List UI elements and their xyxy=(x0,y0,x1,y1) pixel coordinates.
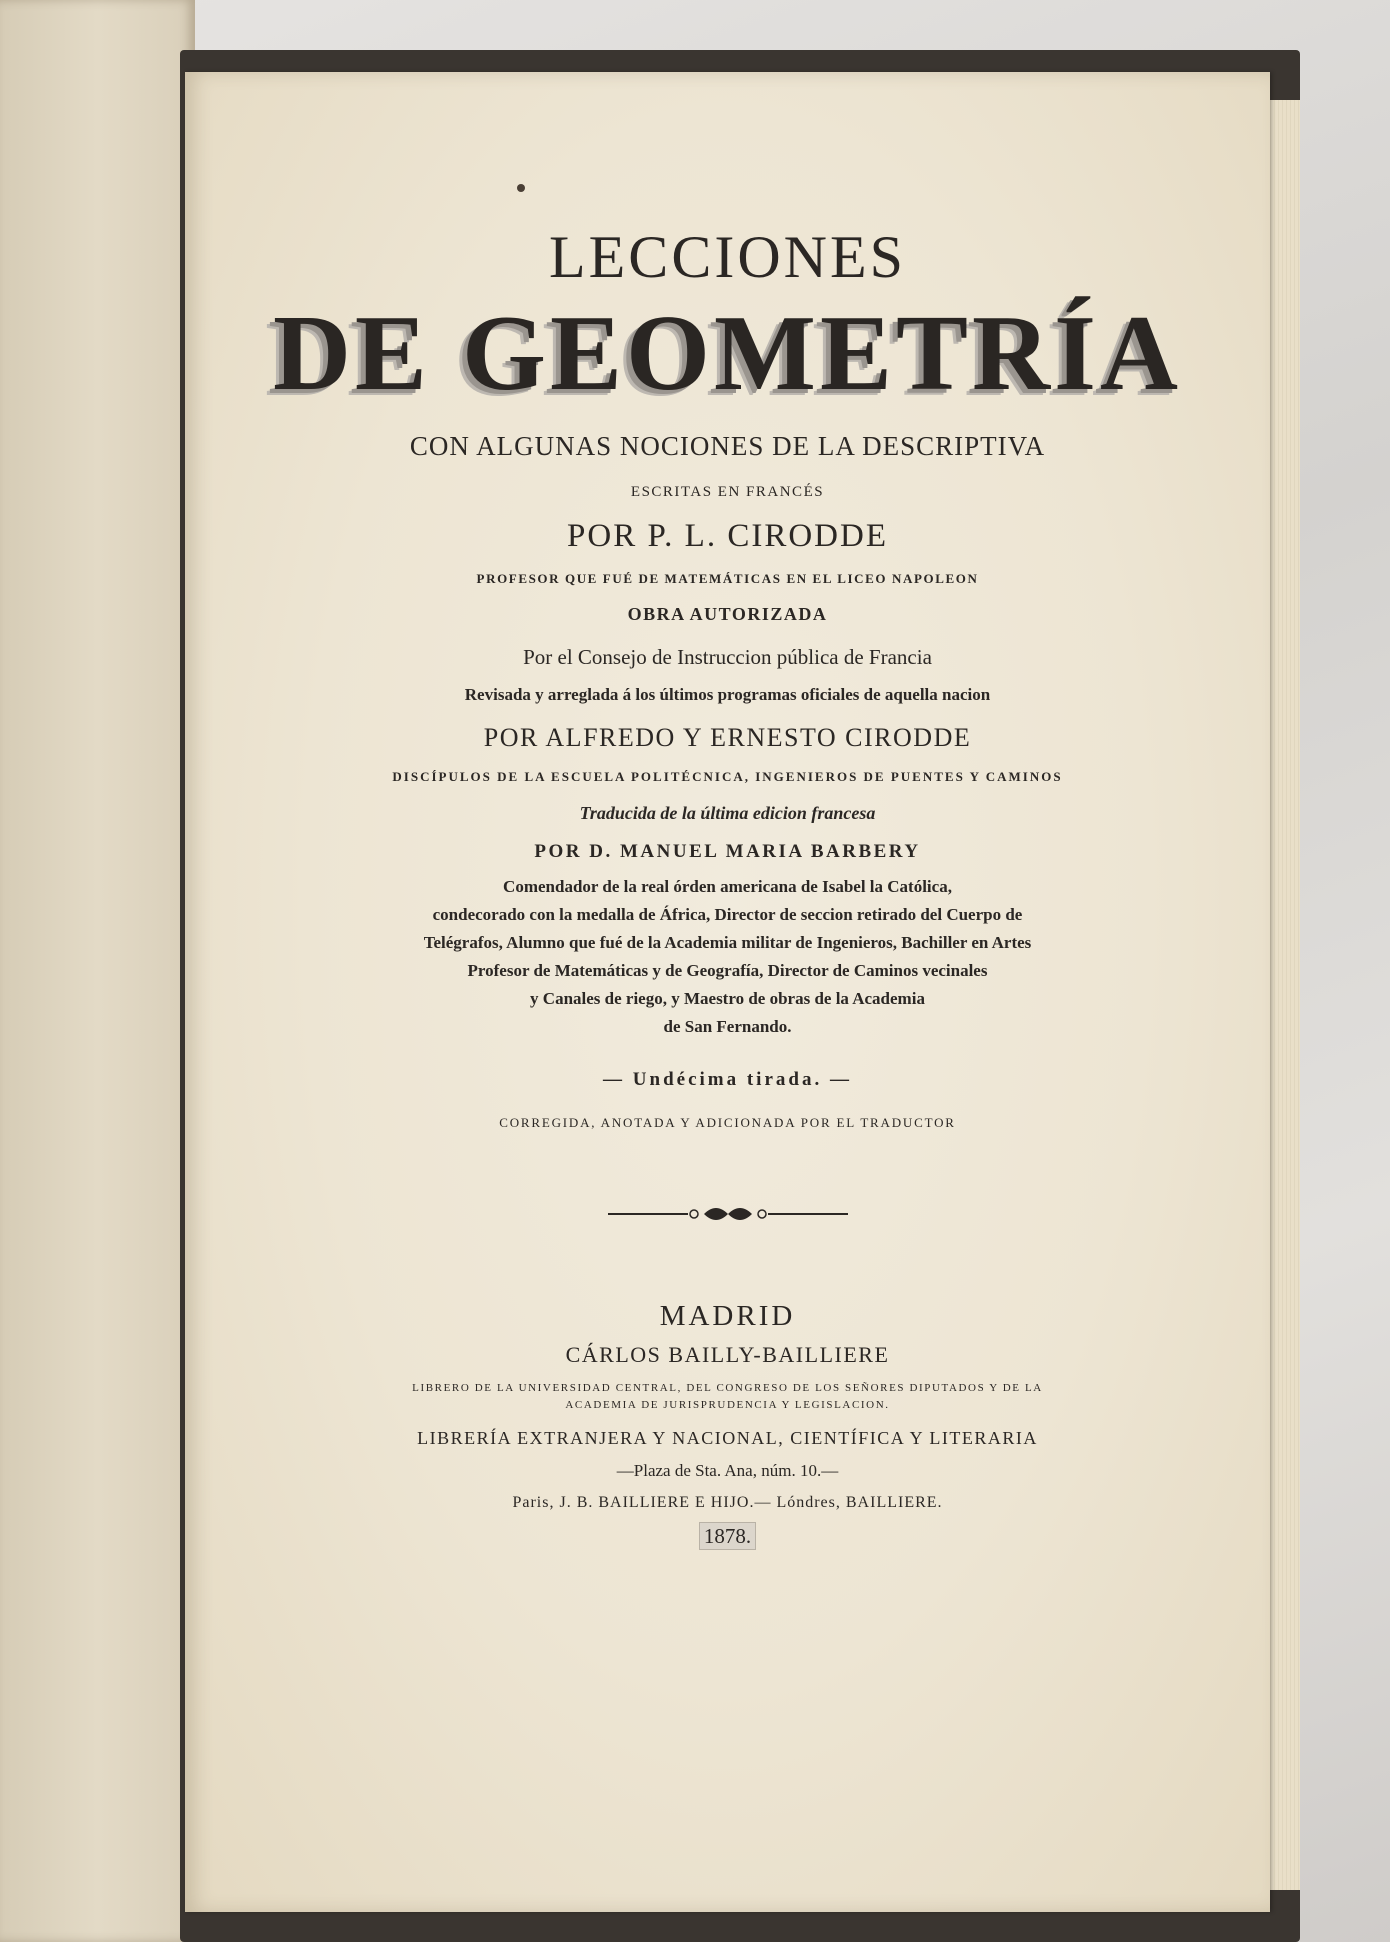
translator-description-line: condecorado con la medalla de África, Director de seccion retirado del Cuerpo de xyxy=(432,905,1023,924)
translator-line: POR D. MANUEL MARIA BARBERY xyxy=(534,841,921,862)
revisers-line: POR ALFREDO Y ERNESTO CIRODDE xyxy=(483,723,972,752)
revisers-description: DISCÍPULOS DE LA ESCUELA POLITÉCNICA, INGENIEROS DE PUENTES Y CAMINOS xyxy=(392,769,1063,784)
ornament-divider xyxy=(608,1204,848,1224)
escritas-line: ESCRITAS EN FRANCÉS xyxy=(630,484,825,500)
imprint-city: MADRID xyxy=(659,1300,796,1332)
imprint-libreria: LIBRERÍA EXTRANJERA Y NACIONAL, CIENTÍFICA Y LITERARIA xyxy=(417,1428,1038,1448)
corregida-line: CORREGIDA, ANOTADA Y ADICIONADA POR EL TRADUCTOR xyxy=(499,1115,956,1130)
title-page-content xyxy=(185,222,1270,1550)
title-de-geometria: DE GEOMETRÍA xyxy=(272,294,1183,413)
imprint-librero-line: LIBRERO DE LA UNIVERSIDAD CENTRAL, DEL CONGRESO DE LOS SEÑORES DIPUTADOS Y DE LA xyxy=(412,1382,1043,1394)
translator-description-line: Comendador de la real órden americana de Isabel la Católica, xyxy=(503,877,952,896)
translator-description-line: Profesor de Matemáticas y de Geografía, Director de Caminos vecinales xyxy=(467,961,988,980)
facing-endpaper xyxy=(0,0,195,1942)
ink-spot xyxy=(517,184,525,192)
obra-autorizada: OBRA AUTORIZADA xyxy=(627,604,828,624)
translator-description-line: y Canales de riego, y Maestro de obras de la Academia xyxy=(530,989,925,1008)
imprint-librero-line: ACADEMIA DE JURISPRUDENCIA Y LEGISLACION. xyxy=(565,1399,890,1411)
revisada-line: Revisada y arreglada á los últimos programas oficiales de aquella nacion xyxy=(464,685,991,704)
imprint-address: —Plaza de Sta. Ana, núm. 10.— xyxy=(616,1461,839,1480)
title-lecciones: LECCIONES xyxy=(549,224,906,290)
translator-description-line: Telégrafos, Alumno que fué de la Academia militar de Ingenieros, Bachiller en Artes xyxy=(423,933,1032,952)
author-line: POR P. L. CIRODDE xyxy=(567,518,888,554)
edition-line: — Undécima tirada. — xyxy=(603,1069,852,1090)
translator-description-line: de San Fernando. xyxy=(663,1017,792,1036)
consejo-line: Por el Consejo de Instruccion pública de Francia xyxy=(523,645,932,669)
author-description: PROFESOR QUE FUÉ DE MATEMÁTICAS EN EL LICEO NAPOLEON xyxy=(476,571,979,586)
imprint-publisher: CÁRLOS BAILLY-BAILLIERE xyxy=(565,1342,890,1367)
title-page xyxy=(185,72,1270,1912)
imprint-year: 1878. xyxy=(699,1522,756,1550)
traducida-line: Traducida de la última edicion francesa xyxy=(579,803,876,823)
subtitle: CON ALGUNAS NOCIONES DE LA DESCRIPTIVA xyxy=(409,431,1046,461)
imprint-branches: Paris, J. B. BAILLIERE E HIJO.— Lóndres, BAILLIERE. xyxy=(512,1494,943,1511)
